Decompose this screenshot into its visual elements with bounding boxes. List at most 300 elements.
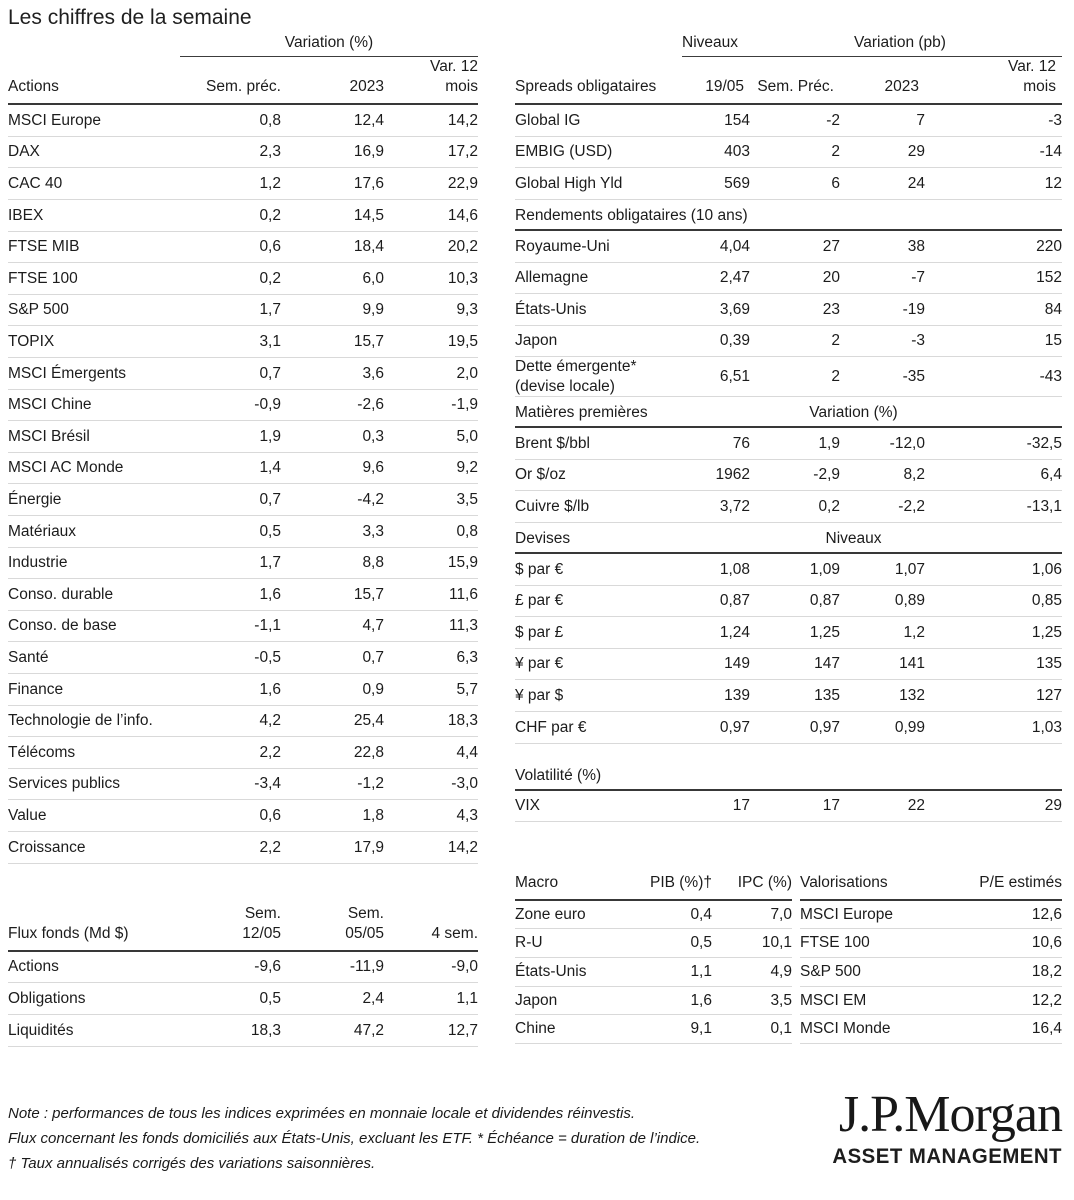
row-value: 15,7 <box>353 333 384 351</box>
table-row <box>515 1015 792 1044</box>
table-row <box>8 137 478 169</box>
row-value: 6,51 <box>719 368 750 386</box>
row-value: 18,4 <box>353 238 384 256</box>
actions-table-header <box>8 57 478 105</box>
table-row <box>8 611 478 643</box>
column-header: Var. 12 mois <box>430 58 478 96</box>
row-value: 17,6 <box>353 175 384 193</box>
table-row <box>515 929 792 958</box>
table-row <box>800 929 1062 958</box>
row-label: MSCI Chine <box>8 396 92 414</box>
table-row <box>515 554 1062 586</box>
row-value: 0,5 <box>259 522 281 540</box>
table-row <box>8 642 478 674</box>
right-column <box>515 34 1062 1044</box>
row-label: Liquidités <box>8 1021 74 1039</box>
table-row <box>515 105 1062 137</box>
row-label: £ par € <box>515 592 564 610</box>
table-row <box>8 983 478 1015</box>
row-value: 22,8 <box>353 743 384 761</box>
row-value: 0,2 <box>818 497 840 515</box>
row-value: 10,3 <box>447 269 478 287</box>
table-row <box>515 294 1062 326</box>
column-header: Var. 12 mois <box>1008 58 1056 96</box>
row-value: -19 <box>902 300 925 318</box>
jpmorgan-logo <box>777 1085 1064 1169</box>
valuations-table-header <box>800 872 1062 901</box>
row-label: Zone euro <box>515 905 586 923</box>
row-label: États-Unis <box>515 963 587 981</box>
row-value: 15,9 <box>447 554 478 572</box>
row-value: 2,0 <box>456 364 478 382</box>
column-header: 19/05 <box>705 78 744 96</box>
footnote-line: † Taux annualisés corrigés des variations saisonnières. <box>8 1154 376 1172</box>
row-value: 9,9 <box>362 301 384 319</box>
row-value: 1,06 <box>1031 560 1062 578</box>
footnote-line: Note : performances de tous les indices exprimées en monnaie locale et dividendes réinvestis. <box>8 1104 635 1122</box>
macro-table-body <box>515 901 792 1044</box>
row-value: -9,0 <box>451 958 478 976</box>
row-value: 24 <box>907 175 925 193</box>
currencies-section-header <box>515 523 1062 554</box>
table-row <box>8 295 478 327</box>
row-value: 3,1 <box>259 333 281 351</box>
section-title: Volatilité (%) <box>515 766 602 784</box>
fund-flows-table <box>8 904 478 1047</box>
row-label: ¥ par € <box>515 655 564 673</box>
table-row <box>515 586 1062 618</box>
row-value: -3 <box>911 332 925 350</box>
row-value: -4,2 <box>357 491 384 509</box>
row-value: 12,4 <box>353 111 384 129</box>
row-value: 25,4 <box>353 712 384 730</box>
row-label: MSCI Europe <box>8 111 102 129</box>
table-row <box>515 137 1062 169</box>
row-label: EMBIG (USD) <box>515 143 613 161</box>
macro-table-header <box>515 872 792 901</box>
row-label: Chine <box>515 1020 556 1038</box>
row-value: -3,0 <box>451 775 478 793</box>
bond-yields-body <box>515 231 1062 397</box>
table-row <box>8 263 478 295</box>
row-value: 10,1 <box>761 934 792 952</box>
table-row <box>8 516 478 548</box>
bond-spreads-table-header <box>515 57 1062 105</box>
row-value: 2 <box>831 368 840 386</box>
row-value: 23 <box>822 300 840 318</box>
table-row <box>515 263 1062 295</box>
volatility-body <box>515 791 1062 823</box>
row-value: 569 <box>724 175 750 193</box>
jpmorgan-brand-text: J.P.Morgan <box>838 1085 1062 1143</box>
footnote-line: Flux concernant les fonds domiciliés aux États-Unis, excluant les ETF. * Échéance = duration de l’indice. <box>8 1129 701 1147</box>
row-value: 19,5 <box>447 333 478 351</box>
row-value: -2,9 <box>813 466 840 484</box>
row-value: 29 <box>907 143 925 161</box>
macro-table <box>515 872 792 1044</box>
row-value: 0,1 <box>770 1020 792 1038</box>
row-value: 22,9 <box>447 175 478 193</box>
column-header: 4 sem. <box>431 924 478 942</box>
row-value: 0,9 <box>362 680 384 698</box>
row-value: 1,8 <box>362 806 384 824</box>
bond-yields-section-header <box>515 200 1062 231</box>
row-value: 84 <box>1044 300 1062 318</box>
row-value: 9,6 <box>362 459 384 477</box>
row-value: 0,8 <box>259 111 281 129</box>
row-value: -32,5 <box>1026 434 1062 452</box>
row-value: 8,8 <box>362 554 384 572</box>
table-row <box>515 326 1062 358</box>
row-value: 154 <box>724 111 750 129</box>
row-label: Royaume-Uni <box>515 237 610 255</box>
row-value: 18,3 <box>447 712 478 730</box>
actions-table <box>8 57 478 864</box>
table-row <box>515 168 1062 200</box>
row-value: 15,7 <box>353 585 384 603</box>
table-row <box>8 232 478 264</box>
column-header: IPC (%) <box>737 873 792 891</box>
row-value: 127 <box>1036 686 1062 704</box>
row-label: MSCI Europe <box>800 905 894 923</box>
row-label: VIX <box>515 797 540 815</box>
column-header: Sem. 05/05 <box>345 904 384 942</box>
row-value: 1,2 <box>259 175 281 193</box>
row-label: DAX <box>8 143 40 161</box>
row-value: 0,7 <box>259 364 281 382</box>
row-label: Actions <box>8 958 59 976</box>
row-label: Value <box>8 806 47 824</box>
row-value: -14 <box>1039 143 1062 161</box>
row-value: 76 <box>732 434 750 452</box>
volatility-section-header <box>515 760 1062 791</box>
row-value: 1,08 <box>719 560 750 578</box>
niveaux-span-header: Niveaux <box>682 34 738 51</box>
row-value: 141 <box>899 655 925 673</box>
table-row <box>8 453 478 485</box>
table-row <box>515 901 792 930</box>
column-header: Sem. préc. <box>206 78 281 96</box>
row-value: -43 <box>1039 368 1062 386</box>
valuations-table <box>800 872 1062 1044</box>
row-value: 2,47 <box>719 269 750 287</box>
row-value: -1,2 <box>357 775 384 793</box>
row-label: MSCI Émergents <box>8 364 127 382</box>
row-label: Cuivre $/lb <box>515 497 590 515</box>
table-row <box>800 1015 1062 1044</box>
row-value: -7 <box>911 269 925 287</box>
row-value: 3,72 <box>719 497 750 515</box>
section-title: Devises <box>515 529 571 547</box>
row-value: 11,3 <box>448 617 478 635</box>
row-label: FTSE MIB <box>8 238 80 256</box>
row-value: -3 <box>1048 111 1062 129</box>
section-title: Rendements obligataires (10 ans) <box>515 207 748 225</box>
row-value: 12,7 <box>447 1021 478 1039</box>
row-value: 0,97 <box>719 718 750 736</box>
row-value: 0,2 <box>259 269 281 287</box>
row-label: CAC 40 <box>8 175 63 193</box>
table-row <box>800 987 1062 1016</box>
row-value: 4,3 <box>456 806 478 824</box>
row-value: -9,6 <box>254 958 281 976</box>
row-value: 135 <box>814 686 840 704</box>
row-label: $ par € <box>515 560 564 578</box>
row-value: 20 <box>822 269 840 287</box>
bond-spreads-body <box>515 105 1062 200</box>
column-header: Macro <box>515 873 559 891</box>
valuations-table-body <box>800 901 1062 1044</box>
row-value: 1,09 <box>809 560 840 578</box>
section-span-header: Niveaux <box>825 529 882 547</box>
row-value: 0,8 <box>456 522 478 540</box>
table-row <box>8 358 478 390</box>
table-row <box>8 548 478 580</box>
row-value: 16,9 <box>353 143 384 161</box>
row-label: R-U <box>515 934 543 952</box>
table-row <box>515 491 1062 523</box>
row-value: 135 <box>1036 655 1062 673</box>
row-value: 4,04 <box>719 237 750 255</box>
row-value: 152 <box>1036 269 1062 287</box>
variation-pb-span-header: Variation (pb) <box>854 34 946 51</box>
actions-table-body <box>8 105 478 863</box>
row-value: 8,2 <box>903 466 925 484</box>
row-value: 0,6 <box>259 238 281 256</box>
row-value: 3,5 <box>456 491 478 509</box>
row-value: 20,2 <box>447 238 478 256</box>
row-value: -1,1 <box>254 617 281 635</box>
row-value: -2,6 <box>357 396 384 414</box>
row-value: 1,2 <box>903 623 925 641</box>
row-value: 3,69 <box>719 300 750 318</box>
row-label: $ par £ <box>515 623 564 641</box>
row-value: 0,89 <box>894 592 925 610</box>
row-label: Conso. durable <box>8 585 114 603</box>
row-value: 1,6 <box>259 585 281 603</box>
table-row <box>8 326 478 358</box>
row-value: 3,3 <box>362 522 384 540</box>
row-label: Énergie <box>8 491 62 509</box>
table-row <box>515 460 1062 492</box>
row-label: Industrie <box>8 554 68 572</box>
row-label: S&P 500 <box>8 301 69 319</box>
row-value: -3,4 <box>254 775 281 793</box>
row-value: 1,25 <box>809 623 840 641</box>
row-label: Global High Yld <box>515 175 623 193</box>
row-value: 4,7 <box>362 617 384 635</box>
row-value: 2,3 <box>259 143 281 161</box>
row-value: -13,1 <box>1026 497 1062 515</box>
row-value: 18,3 <box>250 1021 281 1039</box>
row-value: 12,2 <box>1031 991 1062 1009</box>
table-row <box>8 105 478 137</box>
row-value: 0,87 <box>719 592 750 610</box>
column-header: Actions <box>8 78 59 96</box>
column-header: P/E estimés <box>979 873 1062 891</box>
row-value: 5,7 <box>456 680 478 698</box>
row-value: 149 <box>724 655 750 673</box>
fund-flows-table-header <box>8 904 478 952</box>
row-value: 6,3 <box>456 648 478 666</box>
row-value: 1,9 <box>818 434 840 452</box>
currencies-body <box>515 554 1062 744</box>
row-value: 1,7 <box>259 301 281 319</box>
row-value: 2 <box>831 143 840 161</box>
footer <box>8 1085 1064 1176</box>
row-value: 2 <box>831 332 840 350</box>
table-row <box>515 231 1062 263</box>
row-value: -0,9 <box>254 396 281 414</box>
row-value: 9,1 <box>690 1020 712 1038</box>
row-value: 4,2 <box>259 712 281 730</box>
row-value: 18,2 <box>1031 963 1062 981</box>
table-row <box>8 674 478 706</box>
actions-variation-span-header: Variation (%) <box>180 34 478 57</box>
footnotes <box>8 1089 777 1176</box>
row-value: -11,9 <box>349 958 384 976</box>
row-value: 6 <box>831 175 840 193</box>
row-value: 12,6 <box>1031 905 1062 923</box>
row-value: 2,4 <box>362 990 384 1008</box>
row-value: 7,0 <box>770 905 792 923</box>
column-header: Sem. Préc. <box>757 78 834 96</box>
row-label: Santé <box>8 648 49 666</box>
row-value: 27 <box>822 237 840 255</box>
column-header: PIB (%)† <box>649 873 712 891</box>
row-label: Brent $/bbl <box>515 434 590 452</box>
table-row <box>800 901 1062 930</box>
row-value: 1,25 <box>1031 623 1062 641</box>
table-row <box>8 832 478 864</box>
row-label: Japon <box>515 332 558 350</box>
row-value: 147 <box>814 655 840 673</box>
row-value: 14,2 <box>447 838 478 856</box>
row-value: 14,5 <box>353 206 384 224</box>
content-columns <box>8 34 1064 1047</box>
row-label: Japon <box>515 991 558 1009</box>
row-value: 0,87 <box>809 592 840 610</box>
table-row <box>8 200 478 232</box>
table-row <box>515 791 1062 823</box>
row-label: États-Unis <box>515 300 587 318</box>
row-label: Global IG <box>515 111 581 129</box>
row-value: 132 <box>899 686 925 704</box>
row-value: 1,03 <box>1031 718 1062 736</box>
table-row <box>515 712 1062 744</box>
row-label: Allemagne <box>515 269 589 287</box>
row-value: -2 <box>826 111 840 129</box>
row-label: Télécoms <box>8 743 76 761</box>
table-row <box>800 958 1062 987</box>
table-row <box>515 987 792 1016</box>
row-value: 0,6 <box>259 806 281 824</box>
row-value: -2,2 <box>898 497 925 515</box>
row-value: 220 <box>1036 237 1062 255</box>
row-value: 139 <box>724 686 750 704</box>
row-label: Conso. de base <box>8 617 117 635</box>
fund-flows-table-body <box>8 952 478 1047</box>
row-value: 0,4 <box>690 905 712 923</box>
row-value: 0,2 <box>259 206 281 224</box>
section-title: Matières premières <box>515 404 648 422</box>
row-value: -12,0 <box>889 434 925 452</box>
row-value: 0,99 <box>894 718 925 736</box>
row-label: TOPIX <box>8 333 55 351</box>
row-value: 1,4 <box>259 459 281 477</box>
row-value: 6,4 <box>1040 466 1062 484</box>
table-row <box>8 800 478 832</box>
row-label: Or $/oz <box>515 466 566 484</box>
row-label: Matériaux <box>8 522 77 540</box>
row-value: 22 <box>907 797 925 815</box>
row-value: 1,1 <box>690 963 712 981</box>
row-value: 17 <box>822 797 840 815</box>
table-row <box>515 428 1062 460</box>
bond-spreads-table <box>515 57 1062 822</box>
row-label: Dette émergente* (devise locale) <box>515 358 637 395</box>
commodities-section-header <box>515 397 1062 428</box>
left-column <box>8 34 478 1047</box>
row-value: 403 <box>724 143 750 161</box>
column-header: Flux fonds (Md $) <box>8 924 129 942</box>
row-label: Croissance <box>8 838 86 856</box>
column-header: 2023 <box>884 78 919 96</box>
row-value: 3,5 <box>770 991 792 1009</box>
table-row <box>8 737 478 769</box>
spacer <box>515 744 1062 760</box>
row-value: 9,3 <box>456 301 478 319</box>
section-span-header: Variation (%) <box>809 404 898 422</box>
row-value: 14,2 <box>447 111 478 129</box>
row-value: 47,2 <box>353 1021 384 1039</box>
table-row <box>8 484 478 516</box>
commodities-body <box>515 428 1062 523</box>
table-row <box>515 680 1062 712</box>
row-value: 17,9 <box>353 838 384 856</box>
table-row <box>8 952 478 984</box>
row-value: -35 <box>902 368 925 386</box>
table-row <box>8 1015 478 1047</box>
row-label: CHF par € <box>515 718 587 736</box>
row-value: 7 <box>916 111 925 129</box>
row-value: 1,7 <box>259 554 281 572</box>
row-label: Finance <box>8 680 64 698</box>
row-value: 0,5 <box>690 934 712 952</box>
row-value: 2,2 <box>259 743 281 761</box>
row-value: 1,07 <box>894 560 925 578</box>
column-header: Spreads obligataires <box>515 78 657 96</box>
page-title: Les chiffres de la semaine <box>8 6 252 29</box>
row-value: 0,97 <box>809 718 840 736</box>
row-label: ¥ par $ <box>515 686 564 704</box>
row-value: 5,0 <box>456 427 478 445</box>
bonds-span-header <box>682 34 1062 57</box>
table-row <box>515 958 792 987</box>
row-label: Obligations <box>8 990 86 1008</box>
row-value: 9,2 <box>456 459 478 477</box>
row-value: 1962 <box>715 466 750 484</box>
row-value: 1,6 <box>259 680 281 698</box>
column-header: 2023 <box>349 78 384 96</box>
table-row <box>8 421 478 453</box>
row-label: Services publics <box>8 775 120 793</box>
column-header: Sem. 12/05 <box>242 904 281 942</box>
row-label: FTSE 100 <box>8 269 78 287</box>
row-value: 38 <box>907 237 925 255</box>
table-row <box>8 706 478 738</box>
row-value: 1,6 <box>690 991 712 1009</box>
